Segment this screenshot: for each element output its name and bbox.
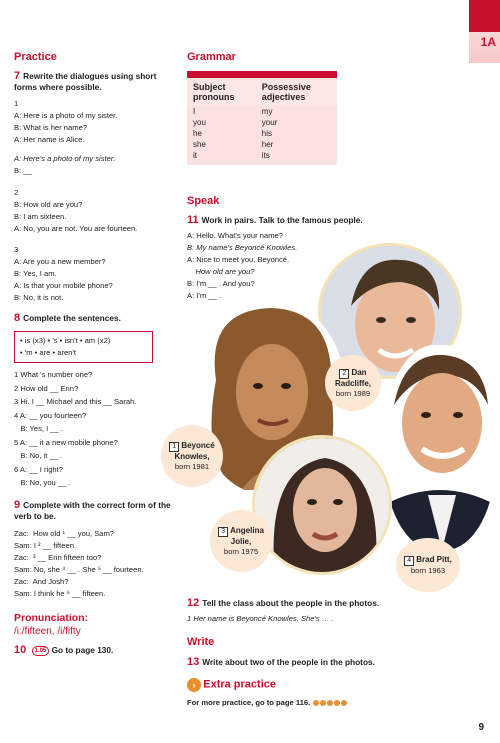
dialogue-line: A: Hello. What's your name? (187, 231, 283, 240)
dialogue-line: B: What is her name? (14, 123, 88, 132)
sentence: 5 A: __ it a new mobile phone? (14, 437, 118, 447)
grammar-cell: her (256, 139, 337, 150)
exercise-12 (187, 598, 379, 609)
word-box (14, 331, 153, 363)
dialogue-2-number: 2 (14, 188, 19, 197)
person-name: Angelina Jolie, (230, 525, 264, 546)
write-heading: Write (187, 636, 215, 648)
page-number: 9 (478, 722, 484, 733)
unit-label: 1A (480, 35, 496, 49)
grammar-table-wrap (187, 71, 337, 165)
grammar-cell: you (187, 117, 256, 128)
exercise-11-title: Work in pairs. Talk to the famous people. (201, 215, 363, 225)
dialogue-line: B: No, it is not. (14, 293, 64, 302)
sentence: 3 Hi. I __ Michael and this __ Sarah. (14, 397, 137, 406)
grammar-col-subject: Subject pronouns (187, 78, 256, 106)
dialogue-1-number: 1 (14, 99, 19, 108)
dialogue-line: A: I'm __ . (187, 291, 221, 300)
extra-practice-text-wrap (187, 697, 347, 708)
person-born: born 1989 (335, 388, 371, 398)
grammar-col-possessive: Possessive adjectives (256, 78, 337, 106)
sentence: 6 A: __ I right? (14, 464, 63, 474)
dialogue-3 (14, 244, 113, 304)
photo-angelina-jolie (252, 435, 392, 575)
label-dan-radcliffe (325, 355, 381, 411)
grammar-cell: your (256, 117, 337, 128)
dot-icon (341, 700, 347, 706)
portrait-icon (255, 438, 392, 575)
dot-icon (327, 700, 333, 706)
dialogue-line: A: Her name is Alice. (14, 135, 85, 144)
grammar-table-bar (187, 71, 337, 78)
dialogue-line: Zac: And Josh? (14, 577, 69, 586)
person-born: born 1975 (223, 546, 259, 556)
exercise-8 (14, 313, 121, 324)
exercise-12-number: 12 (187, 597, 200, 609)
exercise-8-number: 8 (14, 312, 21, 324)
dialogue-line: B: I am sixteen. (14, 212, 67, 221)
extra-practice (187, 678, 276, 692)
exercise-10-number: 10 (14, 644, 27, 656)
exercise-13-number: 13 (187, 656, 200, 668)
dialogue-line: B: How old are you? (14, 200, 83, 209)
exercise-8-title: Complete the sentences. (23, 313, 121, 323)
dialogue-line: A: Is that your mobile phone? (14, 281, 113, 290)
arrow-right-icon: › (187, 678, 201, 692)
person-name: Dan Radcliffe, (334, 367, 371, 388)
dot-icon (334, 700, 340, 706)
exercise-13 (187, 657, 375, 668)
person-number: 4 (404, 556, 414, 566)
dialogue-line: A: No, you are not. You are fourteen. (14, 224, 138, 233)
dialogue-line: Sam: No, she ⁴ __ . She ⁵ __ fourteen. (14, 565, 144, 574)
label-beyonce-knowles (161, 425, 223, 487)
grammar-cell: my (256, 106, 337, 117)
dialogue-1 (14, 98, 117, 177)
sentence: 2 How old __ Erin? (14, 383, 79, 393)
dialogue-9 (14, 528, 144, 600)
exercise-10 (14, 645, 113, 656)
pronunciation-sounds: /iː/fifteen, /i/fifty (14, 626, 81, 637)
exercise-13-title: Write about two of the people in the photos. (202, 657, 375, 667)
dialogue-line: Zac: How old ¹ __ you, Sam? (14, 529, 115, 538)
dialogue-line: How old are you? (187, 267, 255, 276)
exercise-10-text: Go to page 130. (51, 645, 114, 655)
exercise-7 (14, 71, 164, 93)
grammar-cell: she (187, 139, 256, 150)
person-name: Brad Pitt, (416, 554, 452, 564)
sentence: 1 What 's number one? (14, 370, 93, 379)
sentence: 4 A: __ you fourteen? (14, 410, 87, 420)
exercise-11 (187, 215, 363, 226)
dialogue-line: A: Are you a new member? (14, 257, 106, 266)
exercise-9-title: Complete with the correct form of the verb to be. (14, 500, 171, 521)
grammar-cell: its (256, 150, 337, 165)
speak-heading: Speak (187, 195, 220, 207)
dialogue-line: Sam: I ² __ fifteen. (14, 541, 77, 550)
dialogue-answer: B: __ (14, 166, 32, 175)
grammar-heading: Grammar (187, 51, 236, 63)
speak-dialogue (187, 230, 297, 302)
exercise-12-example: 1 Her name is Beyoncé Knowles. She's … . (187, 614, 334, 623)
pronunciation (14, 612, 88, 638)
dialogue-line: B: My name's Beyoncé Knowles. (187, 243, 298, 252)
extra-practice-heading: Extra practice (203, 678, 276, 691)
pronunciation-heading: Pronunciation: (14, 612, 89, 624)
dot-icon (313, 700, 319, 706)
label-angelina-jolie (210, 510, 272, 572)
dialogue-line: A: Nice to meet you, Beyoncé. (187, 255, 290, 264)
grammar-cell: it (187, 150, 256, 165)
grammar-cell: his (256, 128, 337, 139)
dialogue-line: Zac: ³ __ Erin fifteen too? (14, 553, 102, 562)
exercise-7-number: 7 (14, 70, 21, 82)
exercise-9 (14, 500, 174, 522)
person-number: 3 (218, 527, 228, 537)
person-born: born 1981 (174, 461, 210, 471)
sentence: B: Yes, I __ . (14, 424, 63, 433)
dialogue-line: B: I'm __ . And you? (187, 279, 255, 288)
dialogue-line: A: Here is a photo of my sister. (14, 111, 118, 120)
dialogue-line: Sam: I think he ⁶ __ fifteen. (14, 589, 106, 598)
dialogue-2 (14, 187, 137, 235)
dialogue-line: B: Yes, I am. (14, 269, 57, 278)
dialogue-answer: A: Here's a photo of my sister. (14, 154, 116, 163)
sentences-list (14, 368, 136, 490)
exercise-7-title: Rewrite the dialogues using short forms where possible. (14, 71, 157, 92)
audio-icon[interactable]: 1.05 (32, 646, 50, 656)
grammar-cell: I (187, 106, 256, 117)
photo-brad-pitt (384, 345, 496, 550)
portrait-icon (384, 345, 496, 550)
unit-corner-tab (469, 0, 500, 32)
grammar-cell: he (187, 128, 256, 139)
dot-icon (320, 700, 326, 706)
exercise-12-title: Tell the class about the people in the photos. (202, 598, 380, 608)
person-number: 1 (169, 442, 179, 452)
exercise-11-number: 11 (187, 214, 199, 226)
person-number: 2 (339, 369, 349, 379)
sentence: B: No, you __ . (14, 478, 71, 487)
label-brad-pitt (396, 538, 460, 592)
exercise-9-number: 9 (14, 499, 21, 511)
grammar-table (187, 78, 337, 165)
dialogue-3-number: 3 (14, 245, 19, 254)
word-box-line: • 'm • are • aren't (20, 348, 77, 357)
extra-practice-text: For more practice, go to page 116. (187, 698, 311, 707)
practice-heading: Practice (14, 51, 57, 63)
word-box-line: • is (x3) • 's • isn't • am (x2) (20, 336, 111, 345)
person-name: Beyoncé Knowles, (174, 440, 215, 461)
sentence: B: No, it __ . (14, 451, 63, 460)
person-born: born 1963 (410, 565, 446, 575)
